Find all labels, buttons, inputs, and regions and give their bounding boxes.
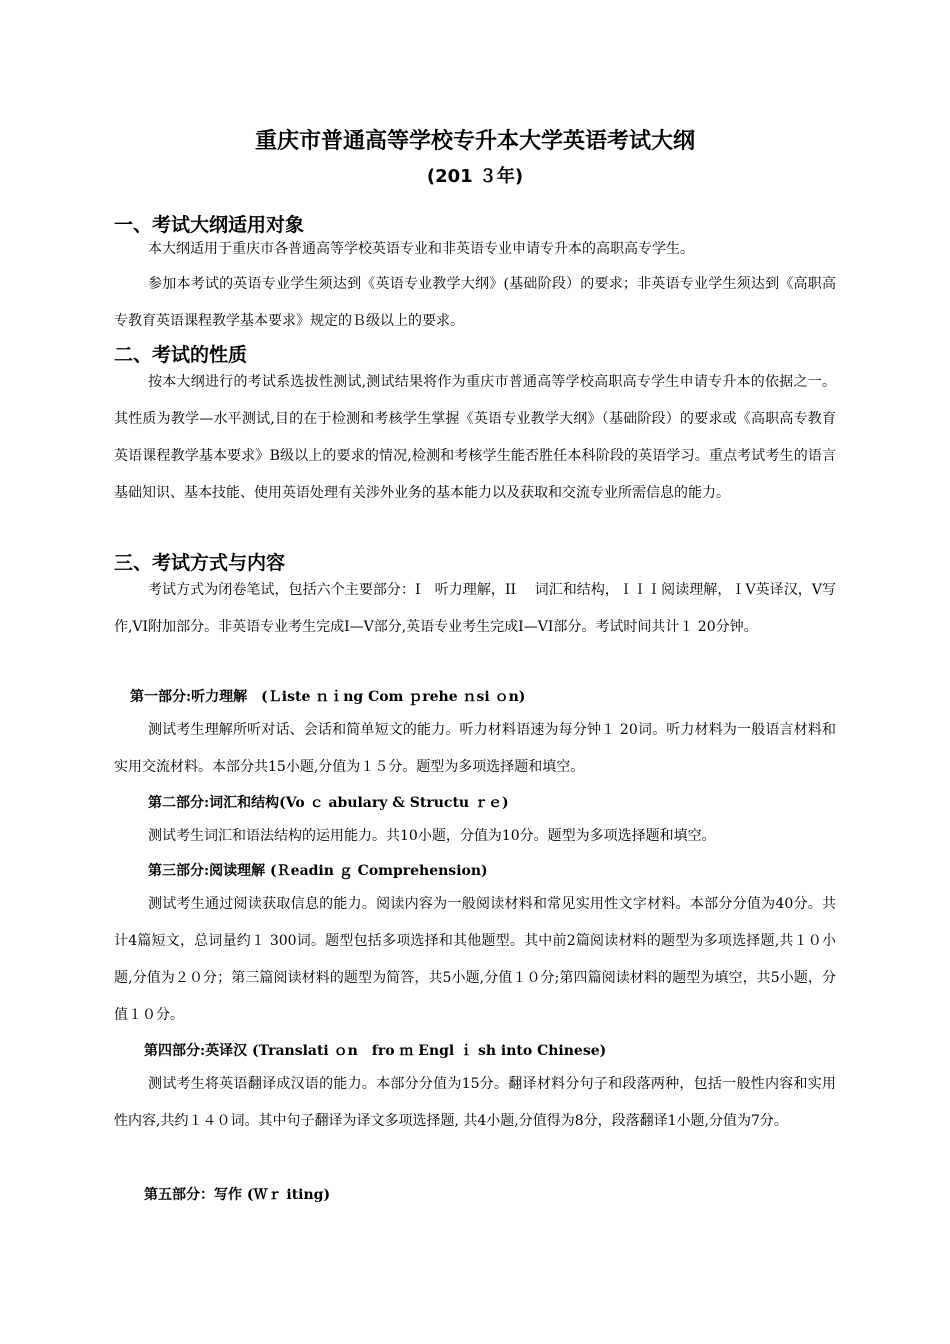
part-3-paragraph: 测试考生通过阅读获取信息的能力。阅读内容为一般阅读材料和常见实用性文字材料。本部分分值为40分。共计4篇短文，总词量约１ 300词。题型包括多项选择和其他题型。其中前2篇阅读材料的题型为多项选择题,共１０小题,分值为２０分；第三篇阅读材料的题型为简答，共5小题,分值１０分;第四篇阅读材料的题型为填空，共5小题，分值１０分。: [114, 896, 836, 1023]
section-2-heading: 二、考试的性质: [114, 344, 248, 366]
part-2-paragraph: 测试考生词汇和语法结构的运用能力。共10小题，分值为10分。题型为多项选择题和填空。: [148, 828, 716, 844]
section-3-heading: 三、考试方式与内容: [114, 552, 286, 574]
section-2-paragraph-1: 按本大纲进行的考试系选拔性测试,测试结果将作为重庆市普通高等学校高职高专学生申请专升本的依据之一。其性质为教学—水平测试,目的在于检测和考核学生掌握《英语专业教学大纲》（基础阶段）的要求或《高职高专教育英语课程教学基本要求》B级以上的要求的情况,检测和考核学生能否胜任本科阶段的英语学习。重点考试考生的语言基础知识、基本技能、使用英语处理有关涉外业务的基本能力以及获取和交流专业所需信息的能力。: [114, 374, 836, 501]
section-1-paragraph-1: 本大纲适用于重庆市各普通高等学校英语专业和非英语专业申请专升本的高职高专学生。: [148, 241, 694, 257]
part-5-heading: 第五部分：写作 (Ｗｒ iting): [144, 1187, 331, 1203]
part-1-paragraph: 测试考生理解所听对话、会话和简单短文的能力。听力材料语速为每分钟１ 20词。听力材料为一般语言材料和实用交流材料。本部分共15小题,分值为１５分。题型为多项选择题和填空。: [114, 722, 836, 775]
section-1-paragraph-2: 参加本考试的英语专业学生须达到《英语专业教学大纲》(基础阶段）的要求；非英语专业学生须达到《高职高专教育英语课程教学基本要求》规定的Ｂ级以上的要求。: [114, 276, 836, 329]
section-3-paragraph-1: 考试方式为闭卷笔试，包括六个主要部分：I 听力理解，II 词汇和结构，ＩＩＩ阅读理解，ＩV英译汉，V写作,VI附加部分。非英语专业考生完成I—V部分,英语专业考生完成Ⅰ—VI部分。考试时间共计１ 20分钟。: [114, 582, 836, 635]
part-4-paragraph: 测试考生将英语翻译成汉语的能力。本部分分值为15分。翻译材料分句子和段落两种，包括一般性内容和实用性内容,共约１４０词。其中句子翻译为译文多项选择题, 共4小题,分值得为8分，段落翻译1小题,分值为7分。: [114, 1076, 836, 1129]
section-1-heading: 一、考试大纲适用对象: [114, 214, 305, 236]
part-2-heading: 第二部分:词汇和结构(Vo ｃ abulary & Structu ｒｅ): [148, 795, 509, 811]
document-title: 重庆市普通高等学校专升本大学英语考试大纲: [254, 129, 695, 154]
document-year: (201 ３年): [426, 166, 524, 187]
part-1-heading: 第一部分:听力理解 (Ｌiste ｎｉng Com ｐrehe ｎsi ｏn): [130, 689, 526, 705]
part-3-heading: 第三部分:阅读理解 (Ｒeadin ｇ Comprehension): [148, 863, 488, 879]
part-4-heading: 第四部分:英译汉 (Translati ｏn fro ｍ Engl ｉ sh into Chinese): [144, 1043, 607, 1059]
